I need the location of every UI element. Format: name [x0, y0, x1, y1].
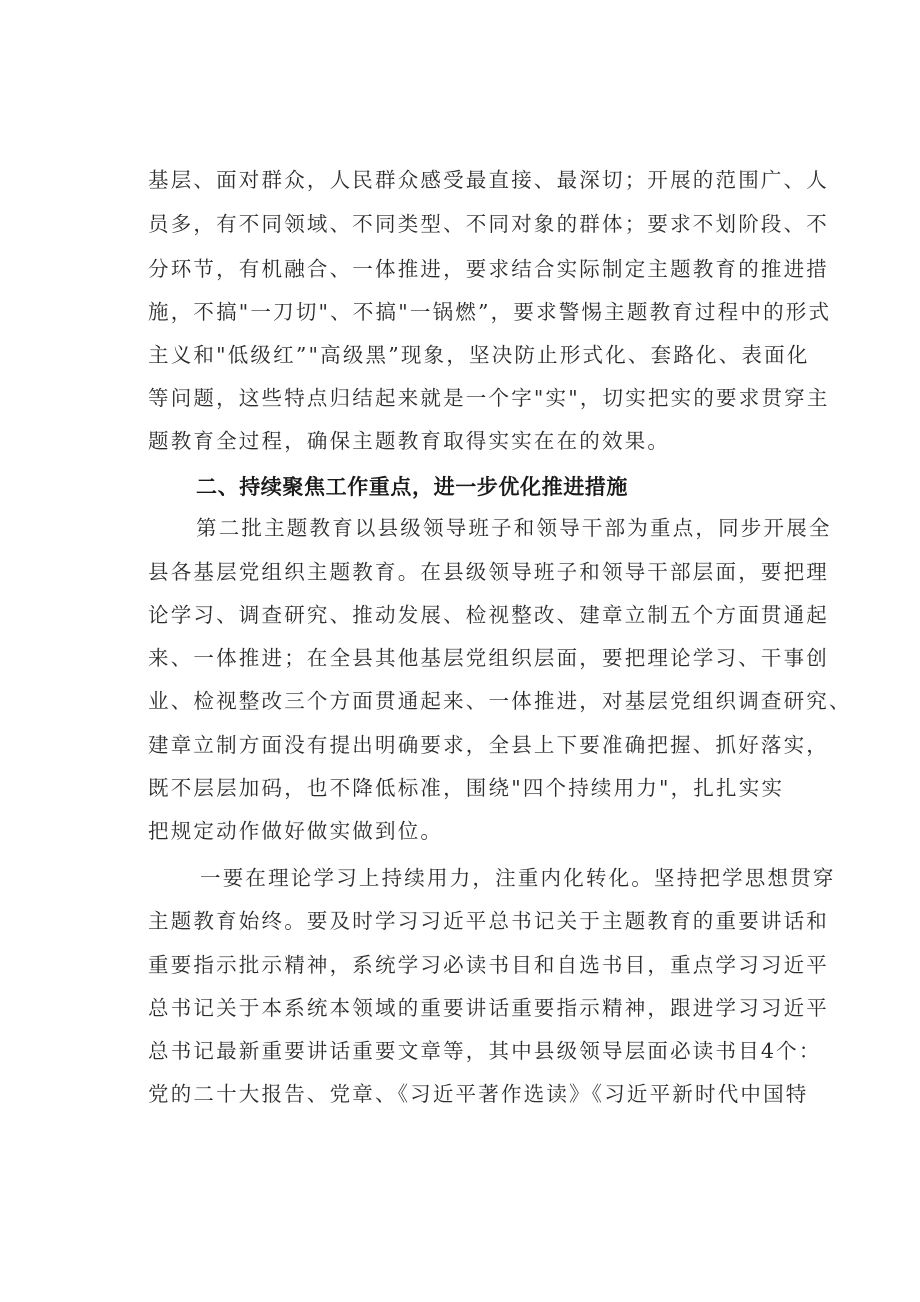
text-line: 县各基层党组织主题教育。在县级领导班子和领导干部层面，要把理 — [148, 560, 829, 584]
text-line: 主题教育始终。要及时学习习近平总书记关于主题教育的重要讲话和 — [148, 909, 829, 933]
text-line: 总书记关于本系统本领域的重要讲话重要指示精神，跟进学习习近平 — [148, 996, 829, 1020]
text-line: 基层、面对群众，人民群众感受最直接、最深切；开展的范围广、人 — [148, 168, 829, 192]
text-line: 总书记最新重要讲话重要文章等，其中县级领导层面必读书目4个： — [148, 1039, 822, 1063]
text-line: 员多，有不同领域、不同类型、不同对象的群体；要求不划阶段、不 — [148, 212, 829, 236]
text-line: 建章立制方面没有提出明确要求，全县上下要准确把握、抓好落实， — [148, 733, 829, 757]
text-line: 党的二十大报告、党章、《习近平著作选读》《习近平新时代中国特 — [148, 1082, 809, 1106]
text-line: 题教育全过程，确保主题教育取得实实在在的效果。 — [148, 429, 671, 453]
text-line: 论学习、调查研究、推动发展、检视整改、建章立制五个方面贯通起 — [148, 603, 829, 627]
text-line: 主义和"低级红”"高级黑”现象，坚决防止形式化、套路化、表面化 — [148, 343, 810, 367]
text-line: 分环节，有机融合、一体推进，要求结合实际制定主题教育的推进措 — [148, 257, 829, 281]
text-line: 既不层层加码，也不降低标准，围绕"四个持续用力"，扎扎实实 — [148, 776, 785, 800]
text-line: 业、检视整改三个方面贯通起来、一体推进，对基层党组织调查研究、 — [148, 689, 852, 713]
text-line: 第二批主题教育以县级领导班子和领导干部为重点，同步开展全 — [196, 516, 832, 540]
text-line: 等问题，这些特点归结起来就是一个字"实"，切实把实的要求贯穿主 — [148, 386, 830, 410]
text-line: 来、一体推进；在全县其他基层党组织层面，要把理论学习、干事创 — [148, 646, 829, 670]
section-heading: 二、持续聚焦工作重点，进一步优化推进措施 — [196, 475, 628, 499]
text-line: 一要在理论学习上持续用力，注重内化转化。坚持把学思想贯穿 — [200, 866, 836, 890]
text-line: 把规定动作做好做实做到位。 — [148, 819, 444, 843]
text-line: 重要指示批示精神，系统学习必读书目和自选书目，重点学习习近平 — [148, 953, 829, 977]
text-line: 施，不搞"一刀切"、不搞"一锅燃”，要求警惕主题教育过程中的形式 — [148, 300, 832, 324]
